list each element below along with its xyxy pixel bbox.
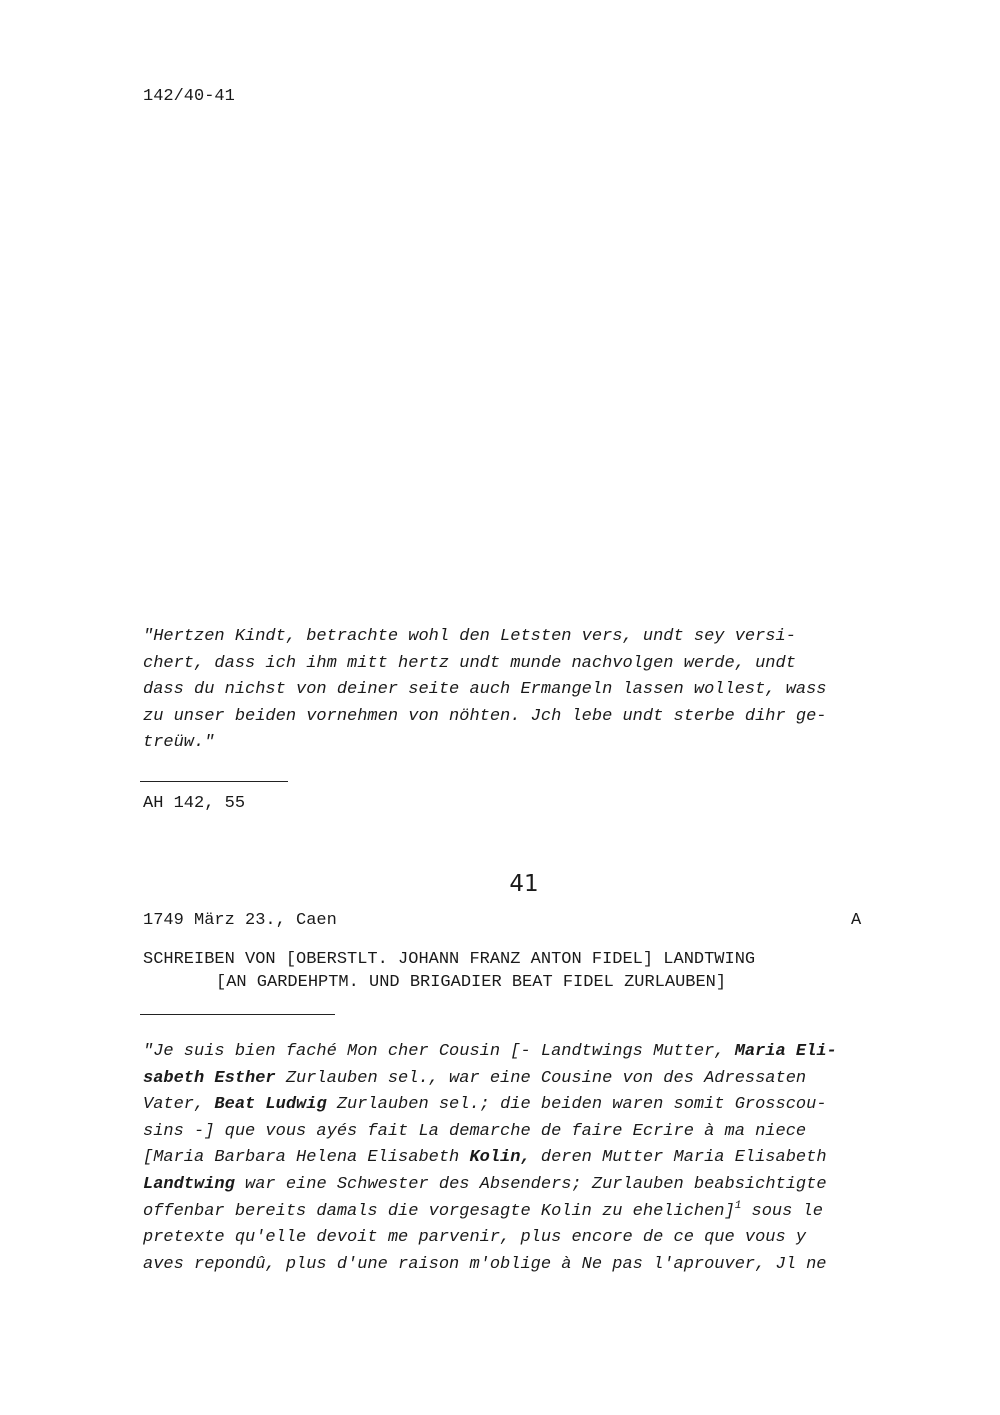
quote-line: "Hertzen Kindt, betrachte wohl den Letsten vers, undt sey versi-: [143, 627, 796, 646]
text-run: [Maria Barbara Helena Elisabeth: [143, 1148, 470, 1168]
heading-line-2: [AN GARDEHPTM. UND BRIGADIER BEAT FIDEL ZURLAUBEN]: [216, 973, 727, 992]
quote-block-2: [143, 1039, 903, 1278]
quote-line: zu unser beiden vornehmen von nöhten. Jch lebe undt sterbe dihr ge-: [143, 706, 827, 726]
name-emphasis: Beat Ludwig: [214, 1095, 327, 1115]
quote-line: [143, 1199, 903, 1226]
date-place: 1749 März 23., Caen: [143, 911, 337, 930]
document-number: 41: [509, 871, 539, 897]
text-run: offenbar bereits damals die vorgesagte Kolin zu ehelichen]: [143, 1201, 735, 1221]
text-run: "Je suis bien faché Mon cher Cousin [- Landtwings Mutter,: [143, 1042, 735, 1061]
quote-line: aves repondû, plus d'une raison m'oblige à Ne pas l'aprouver, Jl ne: [143, 1254, 827, 1274]
name-emphasis: sabeth Esther: [143, 1068, 276, 1088]
quote-line: [143, 1066, 903, 1093]
heading-divider: [140, 1014, 335, 1015]
document-heading: [143, 948, 755, 994]
source-reference: AH 142, 55: [143, 794, 246, 813]
page-reference: 142/40-41: [143, 87, 235, 106]
quote-line: [143, 1039, 903, 1066]
text-run: war eine Schwester des Absenders; Zurlauben beabsichtigte: [234, 1174, 827, 1194]
name-emphasis: Landtwing: [143, 1174, 235, 1194]
quote-block-1: [143, 624, 903, 757]
quote-line: [143, 1145, 903, 1172]
letter-code: A: [851, 911, 862, 930]
quote-line: dass du nichst von deiner seite auch Ermangeln lassen wollest, wass: [143, 680, 827, 700]
quote-line: sins -] que vous ayés fait La demarche de faire Ecrire à ma niece: [143, 1121, 807, 1141]
text-run: Vater,: [143, 1095, 215, 1115]
text-run: Zurlauben sel.; die beiden waren somit Grosscou-: [326, 1095, 827, 1115]
text-run: Zurlauben sel., war eine Cousine von des Adressaten: [275, 1068, 807, 1088]
name-emphasis: Kolin,: [469, 1148, 531, 1168]
name-emphasis: Maria Eli-: [734, 1042, 837, 1061]
quote-line: [143, 1172, 903, 1199]
text-run: deren Mutter Maria Elisabeth: [530, 1148, 827, 1168]
quote-line: pretexte qu'elle devoit me parvenir, plus encore de ce que vous y: [143, 1228, 807, 1248]
heading-line-1: SCHREIBEN VON [OBERSTLT. JOHANN FRANZ ANTON FIDEL] LANDTWING: [143, 950, 756, 969]
quote-line: chert, dass ich ihm mitt hertz undt munde nachvolgen werde, undt: [143, 653, 796, 673]
footnote-divider: [140, 781, 288, 782]
quote-line: [143, 1092, 903, 1119]
footnote-marker: 1: [734, 1199, 742, 1212]
text-run: sous le: [741, 1201, 823, 1221]
quote-line: treüw.": [143, 733, 215, 753]
